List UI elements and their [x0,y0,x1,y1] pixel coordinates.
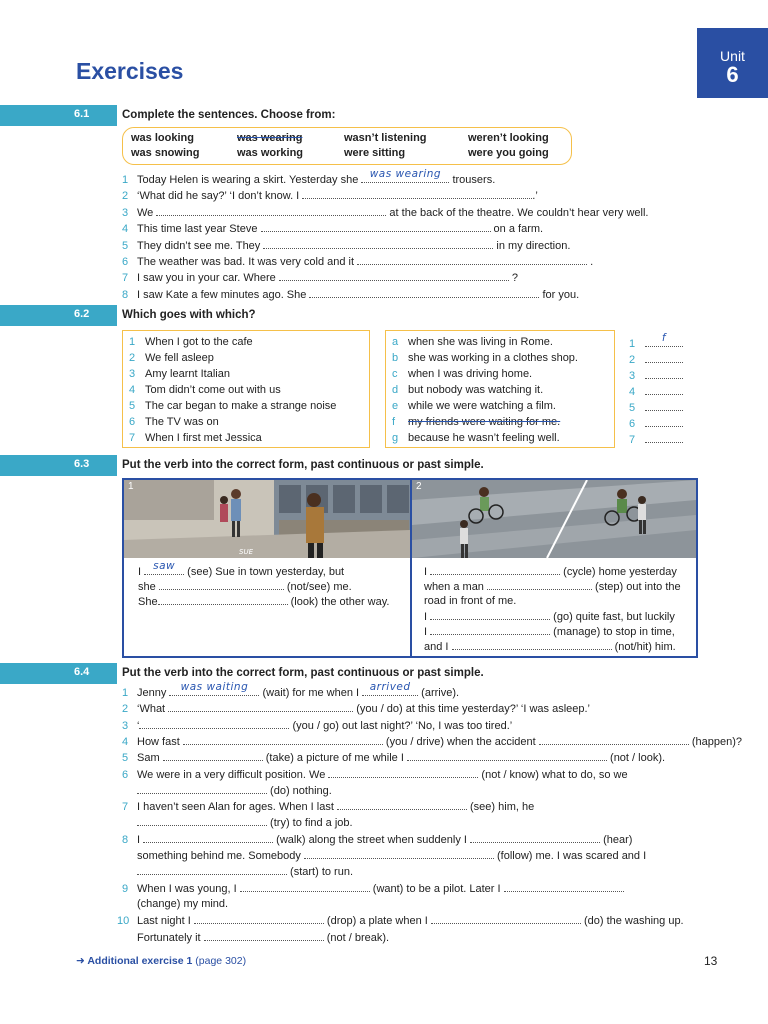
sentence-text: (start) to run. [287,866,354,879]
answer-number: 1 [629,338,636,350]
answer-blank[interactable] [139,719,289,729]
exercise-6-2-header [0,305,768,326]
item-text: When I got to the cafe [145,336,253,348]
line-number: 2 [122,190,129,203]
answer-blank[interactable] [163,751,263,761]
sentence-text: (go) quite fast, but luckily [550,611,675,623]
sentence-text: .’ [532,190,538,203]
answer-blank[interactable] [328,768,478,778]
left-item [129,336,253,348]
sentence-text: (follow) me. I was scared and I [493,850,647,862]
item-text: The car began to make a strange noise [145,400,337,412]
sentence-line [424,640,676,653]
item-number: 3 [129,368,136,380]
word-option: weren’t looking [468,132,549,144]
answer-blank[interactable] [452,640,612,650]
line-number: 2 [122,703,129,716]
page-title: Exercises [76,58,184,84]
sentence-line [424,625,675,638]
sentence-text: (not/hit) him. [611,641,676,653]
answer-number: 3 [629,370,636,382]
sentence-line [122,751,665,767]
sentence-line [122,735,742,751]
sentence-line [122,681,460,702]
item-text: The TV was on [145,416,219,428]
item-number: 1 [129,336,136,348]
right-column-box [385,330,615,448]
left-item [129,384,281,396]
answer-blank[interactable] [309,288,539,298]
picture-caption: SUE [239,548,253,556]
item-number: 7 [129,432,136,444]
sentence-text: (hear) [600,833,633,846]
right-item [392,368,532,380]
sentence-line [122,168,496,189]
sentence-text: ? [508,272,519,285]
answer-blank[interactable] [487,580,592,590]
item-letter: d [392,384,399,396]
item-letter: c [392,368,398,380]
sentence-text: Fortunately it [137,931,204,944]
answer-blank[interactable] [361,168,449,183]
item-number: 6 [129,416,136,428]
item-letter: g [392,432,399,444]
right-item [392,400,556,412]
sentence-text: at the back of the theatre. We couldn’t hear very well. [386,206,649,219]
sentence-line [138,580,352,593]
answer-blank[interactable] [645,369,683,379]
item-text: my friends were waiting for me. [408,416,561,428]
answer-blank[interactable] [143,833,273,843]
item-number: 2 [129,352,136,364]
sentence-text: something behind me. Somebody [137,850,304,862]
exercise-number: 6.4 [74,666,90,678]
item-number: 5 [129,400,136,412]
sentence-text: road in front of me. [424,595,517,607]
answer-blank[interactable] [261,222,491,232]
sentence-text: (step) out into the [591,581,681,593]
answer-number: 7 [629,434,636,446]
line-number: 1 [122,687,129,699]
sentence-text: (wait) for me when I [259,687,363,699]
sentence-line [122,222,543,238]
sentence-line [122,239,570,255]
answer-blank[interactable] [304,849,494,859]
exercise-number: 6.2 [74,308,90,320]
sentence-text: Jenny [137,687,170,699]
answer-blank[interactable] [137,865,287,875]
answer-blank[interactable] [645,401,683,411]
link-text: ➜ Additional exercise 1 [76,955,193,967]
exercise-instruction: Complete the sentences. Choose from: [122,109,336,121]
sentence-text: The weather was bad. It was very cold and it [137,256,358,268]
answer-slot[interactable] [629,353,683,366]
sentence-text: I saw Kate a few minutes ago. She [137,288,310,301]
sentence-text: (try) to find a job. [267,817,353,830]
sentence-text: on a farm. [490,223,544,236]
exercise-instruction: Put the verb into the correct form, past continuous or past simple. [122,667,484,679]
line-number: 6 [122,256,129,268]
sentence-line [122,800,534,816]
sentence-line [122,702,590,718]
line-number: 4 [122,223,129,236]
answer-blank[interactable] [539,735,689,745]
sentence-text: in my direction. [493,239,571,252]
sentence-text: They didn’t see me. They [137,239,264,252]
unit-number: 6 [726,62,739,87]
handwritten-answer: was waiting [180,681,249,693]
sentence-text: (not / know) what to do, so we [478,768,628,781]
answer-blank[interactable] [645,353,683,363]
line-number: 7 [122,272,129,285]
answer-blank[interactable] [645,433,683,443]
picture-number: 2 [416,481,422,492]
line-number: 6 [122,768,129,781]
sentence-line [122,768,628,784]
picture-exercise-frame [122,478,698,658]
word-options-box [122,127,572,165]
sentence-line [122,255,593,271]
sentence-text: she [138,581,159,593]
left-column-box [122,330,370,448]
sentence-text: (look) the other way. [287,596,390,608]
answer-blank[interactable] [430,625,550,635]
answer-blank[interactable] [407,751,607,761]
sentence-text: (drop) a plate when I [323,915,431,928]
answer-blank[interactable] [279,271,509,281]
answer-blank[interactable] [645,385,683,395]
answer-blank[interactable] [357,255,587,265]
sentence-line [424,610,675,623]
answer-blank[interactable] [430,565,560,575]
sentence-text: She [138,596,158,608]
answer-blank[interactable] [470,833,600,843]
sentence-text: (arrive). [418,687,460,699]
answer-blank[interactable] [183,735,383,745]
sentence-text: (you / drive) when the accident [382,735,539,748]
sentence-text: ‘What [137,703,169,716]
sentence-text: ‘ [137,719,140,732]
page-number: 13 [704,954,718,968]
picture-2 [412,480,696,558]
sentence-line [122,849,646,865]
line-number: 9 [122,882,129,895]
sentence-text: (change) my mind. [137,897,229,910]
item-letter: e [392,400,399,412]
sentence-text: We [137,206,157,219]
answer-blank[interactable] [158,595,288,605]
sentence-text: Today Helen is wearing a skirt. Yesterday she [137,174,362,186]
item-text: she was working in a clothes shop. [408,352,578,364]
divider [410,480,412,656]
answer-blank[interactable] [159,580,284,590]
unit-badge [697,28,768,98]
answer-slot[interactable] [629,332,683,350]
exercise-number: 6.1 [74,108,90,120]
sentence-text: I haven’t seen Alan for ages. When I last [137,801,337,814]
picture-1 [124,480,410,558]
line-number: 5 [122,752,129,765]
left-item [129,400,336,412]
sentence-text: (cycle) home yesterday [560,566,677,578]
sentence-text: (happen)? [688,735,742,748]
word-option: wasn’t listening [344,132,427,144]
answer-blank[interactable] [263,239,493,249]
sentence-line [424,565,677,578]
additional-exercise-link[interactable] [76,955,246,967]
sentence-text: When I was young, I [137,882,240,895]
answer-blank[interactable] [430,610,550,620]
sentence-line [122,271,518,287]
sentence-text: trousers. [449,174,496,186]
line-number: 1 [122,174,129,186]
sentence-text: Last night I [137,915,194,928]
sentence-text: (take) a picture of me while I [262,752,407,765]
item-text: When I first met Jessica [145,432,262,444]
item-text: when I was driving home. [408,368,533,380]
item-number: 4 [129,384,136,396]
sentence-line [122,898,228,914]
answer-number: 6 [629,418,636,430]
sentence-text: (you / do) at this time yesterday?’ ‘I was asleep.’ [353,703,590,716]
sentence-text: I saw you in your car. Where [137,272,279,285]
sentence-text: Sam [137,752,163,765]
picture-number: 1 [128,481,134,492]
handwritten-answer: f [661,332,667,344]
item-text: while we were watching a film. [408,400,556,412]
sentence-text: ‘What did he say?’ ‘I don’t know. I [137,190,303,203]
sentence-text: I [424,566,431,578]
answer-blank[interactable] [645,417,683,427]
answer-blank[interactable] [144,560,184,575]
sentence-text: (do) the washing up. [580,915,684,928]
right-item [392,352,578,364]
left-item [129,416,219,428]
sentence-text: (see) Sue in town yesterday, but [184,566,345,578]
word-option: was looking [131,132,194,144]
answer-blank[interactable] [137,816,267,826]
word-option: was wearing [237,132,303,144]
answer-slot[interactable] [629,417,683,430]
left-item [129,368,230,380]
line-number: 5 [122,239,129,252]
sentence-text: (manage) to stop in time, [550,626,675,638]
exercise-number: 6.3 [74,458,90,470]
answer-blank[interactable] [645,332,683,347]
line-number: 3 [122,206,129,219]
sentence-text: for you. [539,288,580,301]
sentence-text: I [424,611,431,623]
line-number: 3 [122,719,129,732]
sentence-line [122,719,512,735]
line-number: 10 [117,915,130,928]
sentence-text: We were in a very difficult position. We [137,768,329,781]
sentence-text: (not / break). [323,931,390,944]
right-item [392,384,543,396]
answer-number: 5 [629,402,636,414]
answer-blank[interactable] [504,882,624,892]
answer-number: 4 [629,386,636,398]
sentence-line [122,865,353,881]
sentence-line [122,816,353,832]
sentence-text: when a man [424,581,487,593]
sentence-text: (not / look). [606,752,666,765]
right-item [392,432,560,444]
word-option: was snowing [131,147,200,159]
sentence-text: (walk) along the street when suddenly I [273,833,471,846]
sentence-text: I [138,566,145,578]
sentence-line [424,580,681,593]
item-letter: b [392,352,399,364]
answer-slot[interactable] [629,433,683,446]
answer-blank[interactable] [337,800,467,810]
answer-slot[interactable] [629,401,683,414]
answer-blank[interactable] [156,206,386,216]
sentence-line [122,784,332,800]
sentence-line [424,595,516,607]
line-number: 7 [122,801,129,814]
sentence-text: This time last year Steve [137,223,261,236]
exercise-6-1-header [0,105,768,126]
exercise-6-3-header [0,455,768,476]
item-text: but nobody was watching it. [408,384,544,396]
answer-blank[interactable] [168,702,353,712]
item-text: Amy learnt Italian [145,368,230,380]
unit-label: Unit [720,48,745,64]
answer-blank[interactable] [169,681,259,696]
sentence-text: I [424,626,431,638]
sentence-text: (want) to be a pilot. Later I [369,882,504,895]
sentence-text: . [587,256,594,268]
answer-slot[interactable] [629,385,683,398]
exercise-instruction: Which goes with which? [122,309,256,321]
handwritten-answer: arrived [369,681,411,693]
right-item [392,336,553,348]
sentence-line [122,288,579,304]
item-letter: f [392,416,396,428]
answer-blank[interactable] [431,914,581,924]
sentence-text: (do) nothing. [267,784,332,797]
item-text: because he wasn’t feeling well. [408,432,560,444]
right-item [392,416,560,428]
sentence-line [122,189,538,205]
item-letter: a [392,336,399,348]
sentence-text: (not/see) me. [283,581,352,593]
exercise-instruction: Put the verb into the correct form, past continuous or past simple. [122,459,484,471]
item-text: when she was living in Rome. [408,336,553,348]
sentence-line [122,206,648,222]
sentence-text: How fast [137,735,183,748]
line-number: 4 [122,735,129,748]
sentence-line [117,914,684,930]
answer-blank[interactable] [240,882,370,892]
left-item [129,432,262,444]
word-option: was working [237,147,304,159]
line-number: 8 [122,833,129,846]
line-number: 8 [122,288,129,301]
handwritten-answer: was wearing [369,168,442,180]
answer-slot[interactable] [629,369,683,382]
sentence-text: (you / go) out last night?’ ‘No, I was too tired.’ [289,719,513,732]
sentence-text: (see) him, he [466,801,535,814]
answer-blank[interactable] [362,681,418,696]
sentence-text: I [137,833,144,846]
answer-blank[interactable] [137,784,267,794]
sentence-line [122,833,632,849]
answer-blank[interactable] [204,931,324,941]
word-option: were you going [468,147,549,159]
word-option: were sitting [344,147,406,159]
sentence-line [122,882,624,898]
sentence-text: and I [424,641,452,653]
answer-blank[interactable] [194,914,324,924]
item-text: Tom didn’t come out with us [145,384,281,396]
link-page: (page 302) [195,955,247,967]
sentence-line [122,931,389,947]
handwritten-answer: saw [153,560,176,572]
answer-number: 2 [629,354,636,366]
sentence-line [138,595,389,608]
left-item [129,352,214,364]
answer-blank[interactable] [302,189,532,199]
item-text: We fell asleep [145,352,214,364]
sentence-line [138,560,345,578]
